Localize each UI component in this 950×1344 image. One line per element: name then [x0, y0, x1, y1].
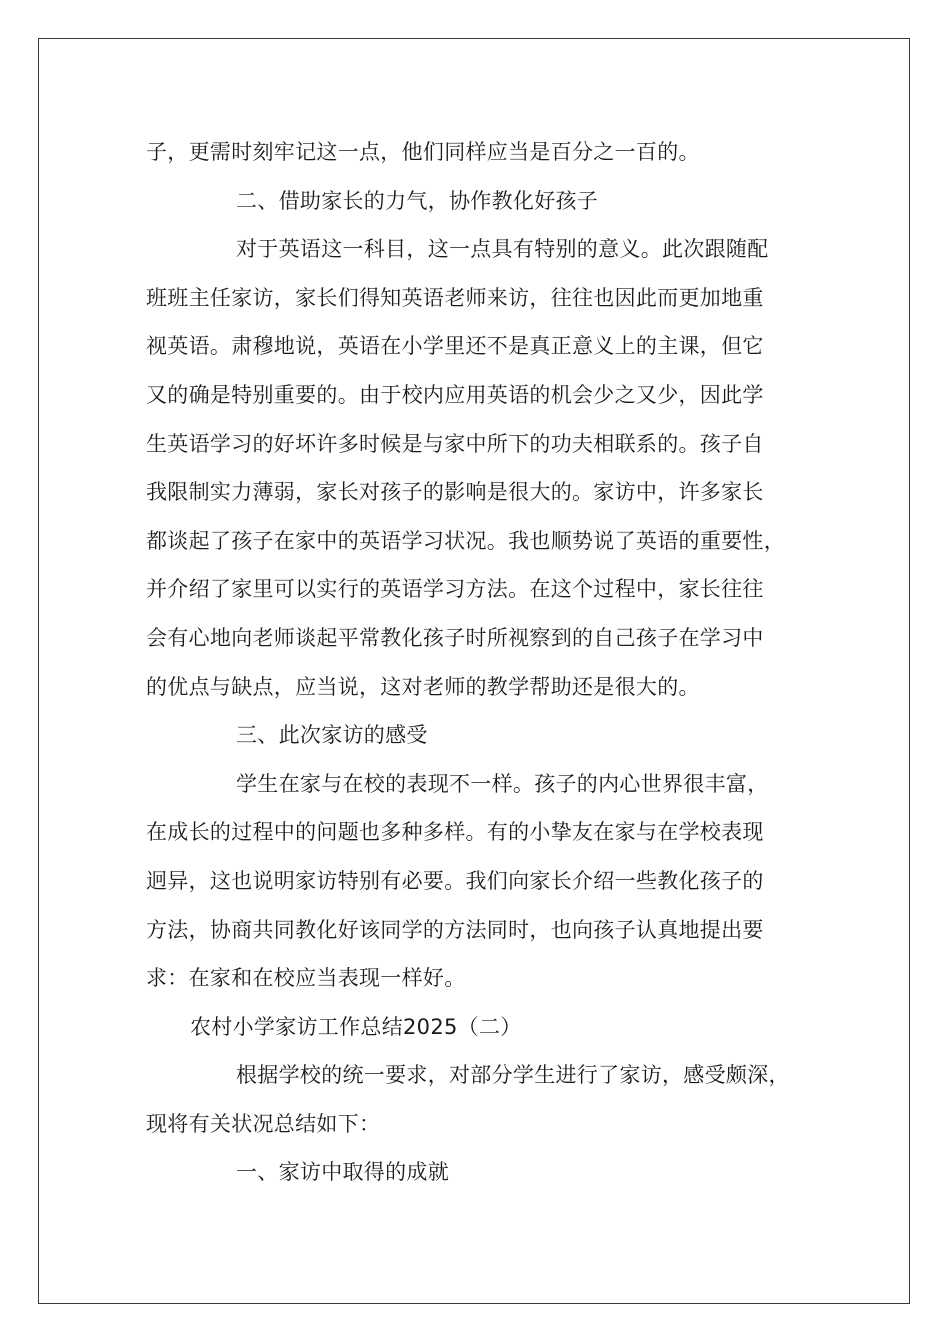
- document-body: [146, 128, 816, 1197]
- text-line: 班班主任家访，家长们得知英语老师来访，往往也因此而更加地重: [146, 285, 764, 310]
- document-subtitle: 农村小学家访工作总结2025（二）: [190, 1014, 522, 1039]
- paragraph-first-line: 根据学校的统一要求，对部分学生进行了家访，感受颇深，: [236, 1063, 790, 1088]
- section-heading: 三、此次家访的感受: [236, 723, 428, 748]
- text-line: 方法，协商共同教化好该同学的方法同时，也向孩子认真地提出要: [146, 917, 764, 942]
- paragraph-first-line: 对于英语这一科目，这一点具有特别的意义。此次跟随配: [236, 237, 769, 262]
- text-line: 生英语学习的好坏许多时候是与家中所下的功夫相联系的。孩子自: [146, 431, 764, 456]
- text-line: 子，更需时刻牢记这一点，他们同样应当是百分之一百的。: [146, 140, 700, 164]
- text-line: 的优点与缺点，应当说，这对老师的教学帮助还是很大的。: [146, 674, 700, 699]
- text-line: 并介绍了家里可以实行的英语学习方法。在这个过程中，家长往往: [146, 577, 764, 602]
- text-line: 求：在家和在校应当表现一样好。: [146, 966, 466, 991]
- section-heading: 二、借助家长的力气，协作教化好孩子: [236, 188, 599, 213]
- text-line: 现将有关状况总结如下：: [146, 1111, 381, 1136]
- text-line: 都谈起了孩子在家中的英语学习状况。我也顺势说了英语的重要性，: [146, 528, 785, 553]
- text-line: 视英语。肃穆地说，英语在小学里还不是真正意义上的主课，但它: [146, 334, 764, 359]
- paragraph-first-line: 学生在家与在校的表现不一样。孩子的内心世界很丰富，: [236, 771, 769, 796]
- text-line: 又的确是特别重要的。由于校内应用英语的机会少之又少，因此学: [146, 382, 764, 407]
- text-line: 会有心地向老师谈起平常教化孩子时所视察到的自己孩子在学习中: [146, 625, 764, 650]
- text-line: 迥异，这也说明家访特别有必要。我们向家长介绍一些教化孩子的: [146, 868, 764, 893]
- text-line: 我限制实力薄弱，家长对孩子的影响是很大的。家访中，许多家长: [146, 480, 764, 505]
- text-line: 在成长的过程中的问题也多种多样。有的小挚友在家与在学校表现: [146, 820, 764, 845]
- section-heading: 一、家访中取得的成就: [236, 1160, 449, 1185]
